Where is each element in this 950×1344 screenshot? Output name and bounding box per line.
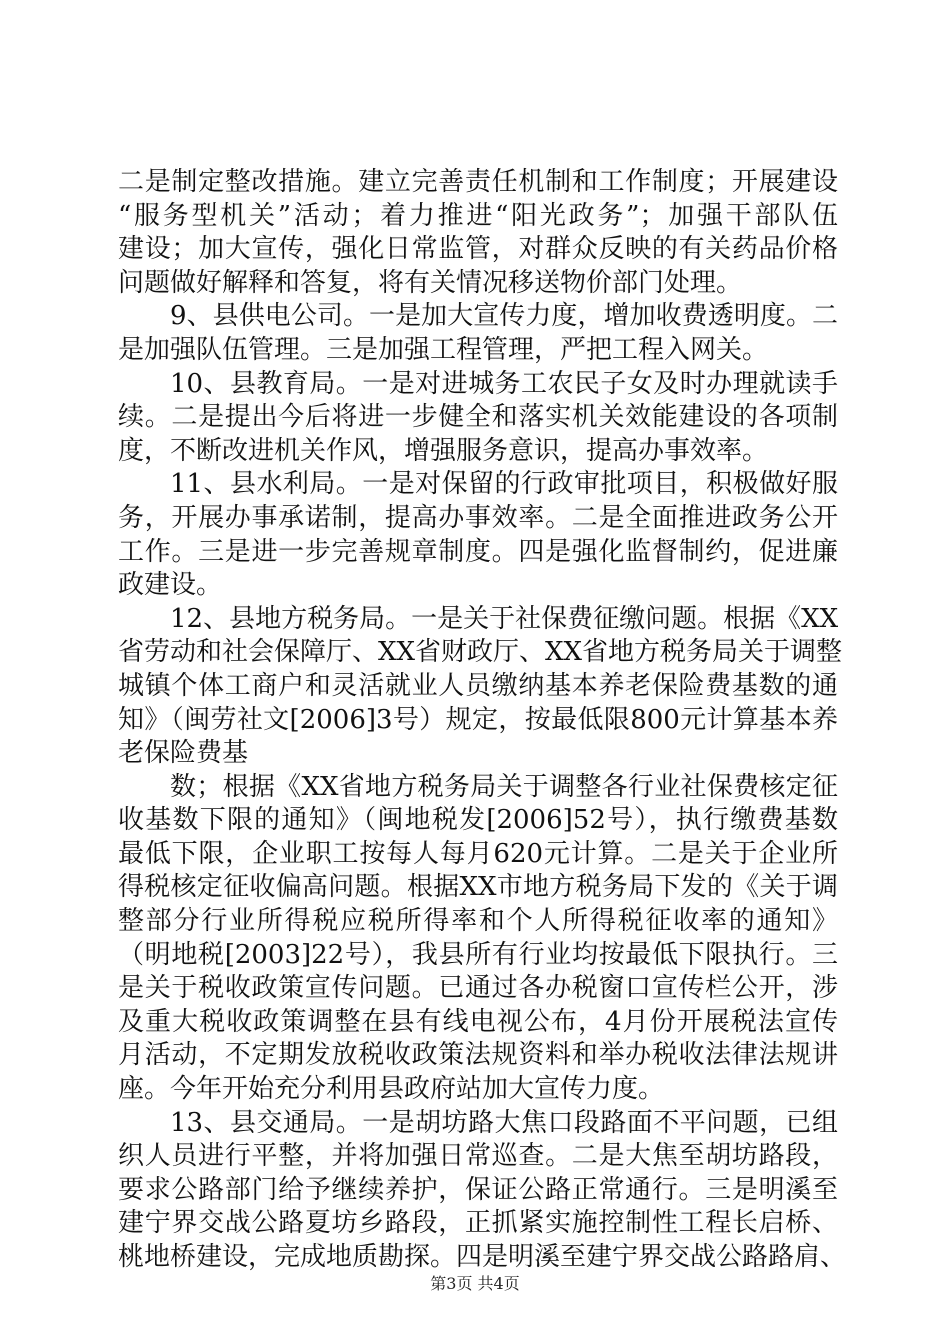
page-footer: 第3页 共4页: [430, 1274, 520, 1293]
text-line: 二是制定整改措施。建立完善责任机制和工作制度；开展建设: [118, 167, 838, 197]
text-line: 数；根据《XX省地方税务局关于调整各行业社保费核定征: [170, 771, 838, 802]
text-line: 桃地桥建设，完成地质勘探。四是明溪至建宁界交战公路路肩、: [118, 1242, 847, 1272]
text-line: 建设；加大宣传，强化日常监管，对群众反映的有关药品价格: [118, 234, 838, 265]
text-line: 要求公路部门给予继续养护，保证公路正常通行。三是明溪至: [118, 1174, 838, 1205]
text-line: 省劳动和社会保障厅、XX省财政厅、XX省地方税务局关于调整: [118, 637, 843, 668]
text-line: 及重大税收政策调整在县有线电视公布，4月份开展税法宣传: [118, 1006, 838, 1037]
text-line: 收基数下限的通知》（闽地税发[2006]52号），执行缴费基数: [118, 805, 838, 836]
text-line: 整部分行业所得税应税所得率和个人所得税征收率的通知》: [118, 906, 838, 937]
text-line: 建宁界交战公路夏坊乡路段，正抓紧实施控制性工程长启桥、: [118, 1208, 838, 1239]
text-line: 度，不断改进机关作风，增强服务意识，提高办事效率。: [118, 435, 769, 466]
text-line: 最低下限，企业职工按每人每月620元计算。二是关于企业所: [118, 838, 838, 869]
text-line: 城镇个体工商户和灵活就业人员缴纳基本养老保险费基数的通: [118, 670, 838, 701]
text-line: 是关于税收政策宣传问题。已通过各办税窗口宣传栏公开，涉: [118, 973, 838, 1004]
text-line: 续。二是提出今后将进一步健全和落实机关效能建设的各项制: [118, 402, 838, 433]
text-line: 9、县供电公司。一是加大宣传力度，增加收费透明度。二: [170, 301, 838, 332]
text-line: （明地税[2003]22号），我县所有行业均按最低下限执行。三: [118, 939, 838, 970]
document-body: [118, 166, 847, 1275]
text-line: 问题做好解释和答复，将有关情况移送物价部门处理。: [118, 267, 743, 298]
text-line: 务，开展办事承诺制，提高办事效率。二是全面推进政务公开: [118, 502, 838, 533]
text-line: 工作。三是进一步完善规章制度。四是强化监督制约，促进廉: [118, 536, 838, 567]
text-line: 织人员进行平整，并将加强日常巡查。二是大焦至胡坊路段，: [118, 1141, 838, 1172]
text-line: 12、县地方税务局。一是关于社保费征缴问题。根据《XX: [170, 603, 839, 634]
text-line: 老保险费基: [118, 738, 249, 769]
text-line: 10、县教育局。一是对进城务工农民子女及时办理就读手: [170, 368, 838, 399]
text-line: 知》（闽劳社文[2006]3号）规定，按最低限800元计算基本养: [118, 704, 838, 735]
text-line: 得税核定征收偏高问题。根据XX市地方税务局下发的《关于调: [118, 872, 838, 903]
text-line: 是加强队伍管理。三是加强工程管理，严把工程入网关。: [118, 334, 769, 365]
text-line: 政建设。: [118, 570, 223, 601]
text-line: 月活动，不定期发放税收政策法规资料和举办税收法律法规讲: [118, 1040, 838, 1071]
text-line: 11、县水利局。一是对保留的行政审批项目，积极做好服: [170, 469, 838, 500]
text-line: 座。今年开始充分利用县政府站加大宣传力度。: [118, 1074, 665, 1105]
text-line: 13、县交通局。一是胡坊路大焦口段路面不平问题，已组: [170, 1107, 838, 1138]
text-line: “服务型机关”活动；着力推进“阳光政务”；加强干部队伍: [118, 200, 838, 231]
